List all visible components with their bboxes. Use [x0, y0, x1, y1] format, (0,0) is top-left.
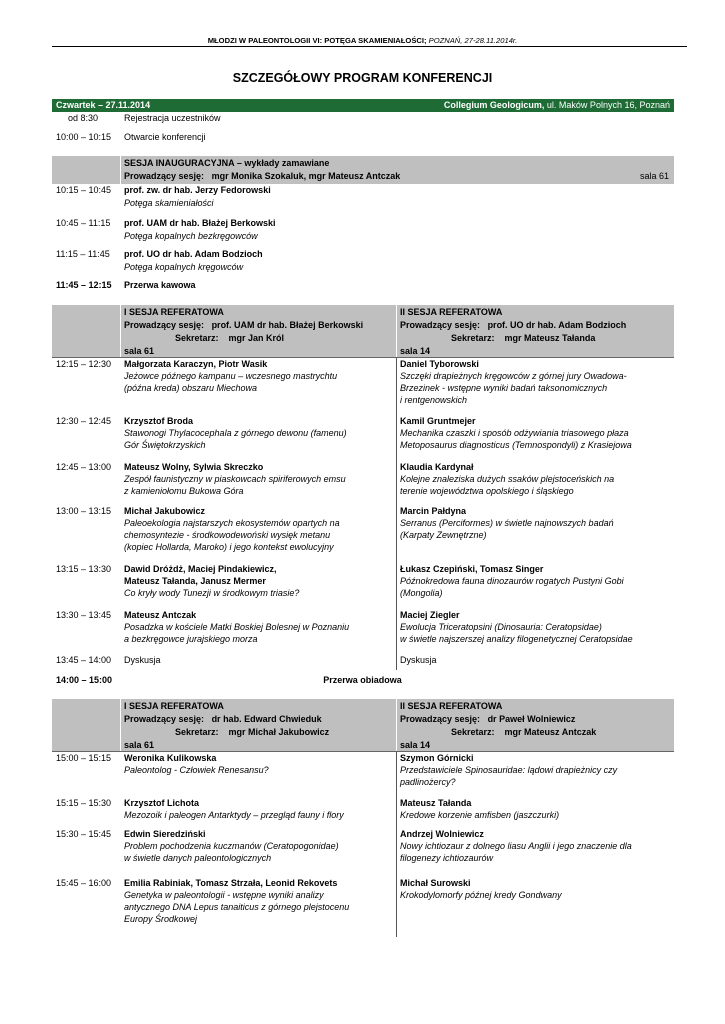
block1-left-talk-title: z kamieniołomu Bukowa Góra	[124, 486, 244, 496]
inaugural-talk-title-2: Potęga kopalnych bezkręgowców	[124, 231, 258, 241]
block2-left-room: sala 61	[124, 740, 155, 750]
block1-right-author: Daniel Tyborowski	[400, 359, 479, 369]
coffee-text: Przerwa kawowa	[124, 280, 196, 290]
block2-left-talk-title-line	[124, 840, 339, 852]
header-rule	[52, 46, 687, 47]
block1-right-talk-title-line	[400, 517, 614, 529]
block2-right-secretary-label: Sekretarz:	[451, 727, 495, 737]
block2-left-secretary-label: Sekretarz:	[175, 727, 219, 737]
block1-right-secretary-name: mgr Mateusz Tałanda	[504, 333, 596, 343]
block2-left-chairs-names: dr hab. Edward Chwieduk	[211, 714, 322, 724]
block2-right-secretary-name: mgr Mateusz Antczak	[504, 727, 597, 737]
block2-time: 15:00 – 15:15	[56, 753, 112, 763]
block1-time: 13:30 – 13:45	[56, 610, 112, 620]
block1-left-talk-title: (późna kreda) obszaru Miechowa	[124, 383, 258, 393]
running-header	[0, 36, 725, 45]
block1-right-talk-title: w świetle najszerszej analizy filogenetycznej Ceratopsidae	[400, 634, 633, 644]
block2-left-talk-title-line	[124, 889, 324, 901]
block1-left-talk-title: chemosyntezie - środkowodewoński wysięk metanu	[124, 530, 331, 540]
block1-right-talk-title: Serranus (Perciformes) w świetle najnowszych badań	[400, 518, 614, 528]
block1-left-talk-title-line	[124, 517, 340, 529]
block2-left-talk-title-line	[124, 764, 269, 776]
block1-right-talk-title: Kolejne znaleziska dużych ssaków plejstoceńskich na	[400, 474, 615, 484]
day-bar	[52, 99, 674, 112]
intro-time-1: od 8:30	[68, 113, 99, 123]
block1-left-author: Michał Jakubowicz	[124, 506, 206, 516]
block1-left-talk-title-line	[124, 382, 257, 394]
block1-left-author: Mateusz Tałanda, Janusz Mermer	[124, 576, 266, 586]
block1-right-secretary-label: Sekretarz:	[451, 333, 495, 343]
day-venue-address: ul. Maków Polnych 16, Poznań	[544, 100, 670, 110]
block1-left-author: Mateusz Wolny, Sylwia Skreczko	[124, 462, 264, 472]
block1-left-talk-title-line	[124, 439, 206, 451]
block2-time: 15:45 – 16:00	[56, 878, 112, 888]
block1-left-talk-title: a bezkręgowce jurajskiego morza	[124, 634, 258, 644]
block2-left-talk-title: Mezozoik i paleogen Antarktydy – przegląd fauny i flory	[124, 810, 344, 820]
block1-left-talk-title: (kopiec Hollarda, Maroko) i jego kontekst ewolucyjny	[124, 542, 334, 552]
block1-header-divider-left	[120, 305, 121, 357]
block1-left-talk-title-line	[124, 473, 346, 485]
block1-right-talk-title: Brzezinek - wstępne wyniki badań taksonomicznych	[400, 383, 608, 393]
block2-header-divider-left	[120, 699, 121, 751]
block1-left-secretary	[175, 332, 284, 344]
block1-left-talk-title-line	[124, 370, 337, 382]
day-venue	[444, 100, 670, 110]
block1-right-secretary	[451, 332, 595, 344]
block1-right-author: Łukasz Czepiński, Tomasz Singer	[400, 564, 544, 574]
block1-right-talk-title: Metoposaurus diagnosticus (Temnospondyli) z Krasiejowa	[400, 440, 632, 450]
block2-left-talk-title: antycznego DNA Lepus tanaiticus z górnego plejstocenu	[124, 902, 350, 912]
block1-left-author: Mateusz Antczak	[124, 610, 197, 620]
block1-left-talk-title-line	[124, 541, 334, 553]
block2-header-divider-mid	[396, 699, 397, 751]
block1-left-secretary-label: Sekretarz:	[175, 333, 219, 343]
block1-right-room: sala 14	[400, 346, 431, 356]
block2-right-talk-title: Kredowe korzenie amfisben (jaszczurki)	[400, 810, 560, 820]
block1-right-talk-title-line	[400, 382, 607, 394]
block2-left-talk-title-line	[124, 901, 349, 913]
block2-right-secretary	[451, 726, 596, 738]
block2-left-author: Emilia Rabiniak, Tomasz Strzała, Leonid Rekovets	[124, 878, 338, 888]
block1-right-chairs-label: Prowadzący sesję:	[400, 320, 481, 330]
block2-column-divider	[396, 751, 397, 937]
block2-left-talk-title: Problem pochodzenia kuczmanów (Ceratopogonidae)	[124, 841, 339, 851]
block1-left-talk-title-line	[124, 485, 244, 497]
running-header-title: MŁODZI W PALEONTOLOGII VI: POTĘGA SKAMIENIAŁOŚCI;	[207, 36, 427, 45]
block1-right-title: II SESJA REFERATOWA	[400, 307, 503, 317]
block2-right-chairs	[400, 713, 575, 725]
block1-time: 12:30 – 12:45	[56, 416, 112, 426]
block2-right-talk-title: padlinożercy?	[400, 777, 456, 787]
block2-left-secretary-name: mgr Michał Jakubowicz	[228, 727, 330, 737]
block1-right-talk-title-line	[400, 575, 624, 587]
block1-left-talk-title: Paleoekologia najstarszych ekosystemów opartych na	[124, 518, 340, 528]
block2-right-talk-title: Krokodylomorfy późnej kredy Gondwany	[400, 890, 562, 900]
block2-left-talk-title-line	[124, 913, 197, 925]
block2-left-author: Krzysztof Lichota	[124, 798, 200, 808]
lunch-time: 14:00 – 15:00	[56, 675, 113, 685]
running-header-place: POZNAŃ, 27-28.11.2014r.	[426, 36, 518, 45]
inaugural-chairs	[124, 170, 400, 182]
block1-left-talk-title-line	[124, 529, 330, 541]
block1-left-chairs-label: Prowadzący sesję:	[124, 320, 205, 330]
block2-left-chairs	[124, 713, 322, 725]
inaugural-room: sala 61	[639, 171, 669, 181]
block2-left-secretary	[175, 726, 329, 738]
block1-left-talk-title: Gór Świętokrzyskich	[124, 440, 206, 450]
intro-time-2: 10:00 – 10:15	[56, 132, 112, 142]
block2-right-talk-title-line	[400, 852, 493, 864]
block2-left-author: Weronika Kulikowska	[124, 753, 217, 763]
block1-time: 13:00 – 13:15	[56, 506, 112, 516]
block1-right-talk-title: Szczęki drapieżnych kręgowców z górnej jury Owadowa-	[400, 371, 627, 381]
block1-left-talk-title: Stawonogi Thylacocephala z górnego dewonu (famenu)	[124, 428, 347, 438]
block1-left-secretary-name: mgr Jan Król	[228, 333, 285, 343]
block1-header-divider-mid	[396, 305, 397, 357]
page-title: SZCZEGÓŁOWY PROGRAM KONFERENCJI	[232, 71, 493, 85]
block1-right-chairs	[400, 319, 626, 331]
block2-right-chairs-label: Prowadzący sesję:	[400, 714, 481, 724]
block2-right-talk-title-line	[400, 776, 456, 788]
block2-left-author: Edwin Sieredziński	[124, 829, 206, 839]
block1-right-author: Kamil Gruntmejer	[400, 416, 476, 426]
block1-left-room: sala 61	[124, 346, 155, 356]
block2-right-author: Szymon Górnicki	[400, 753, 474, 763]
block1-right-talk-title-line	[400, 394, 467, 406]
block2-right-room: sala 14	[400, 740, 431, 750]
block2-right-talk-title-line	[400, 764, 617, 776]
block1-right-talk-title: (Mongolia)	[400, 588, 443, 598]
block1-left-talk-title: Posadzka w kościele Matki Boskiej Bolesnej w Poznaniu	[124, 622, 350, 632]
block1-left-author: Małgorzata Karaczyn, Piotr Wasik	[124, 359, 268, 369]
block1-left-author: Dawid Dróżdż, Maciej Pindakiewicz,	[124, 564, 277, 574]
block1-right-talk-title-line	[400, 587, 443, 599]
block1-left-title: I SESJA REFERATOWA	[124, 307, 224, 317]
block2-left-chairs-label: Prowadzący sesję:	[124, 714, 205, 724]
block1-right-author: Maciej Ziegler	[400, 610, 460, 620]
block2-right-author: Andrzej Wolniewicz	[400, 829, 484, 839]
block2-right-author: Mateusz Tałanda	[400, 798, 472, 808]
block1-left-talk-title-line	[124, 427, 347, 439]
block2-right-chairs-names: dr Paweł Wolniewicz	[487, 714, 576, 724]
block2-right-talk-title-line	[400, 840, 632, 852]
block1-left-plain: Dyskusja	[124, 655, 161, 665]
block1-right-talk-title-line	[400, 485, 574, 497]
intro-text-2: Otwarcie konferencji	[124, 132, 206, 142]
block1-right-talk-title-line	[400, 473, 614, 485]
inaugural-talk-title-3: Potęga kopalnych kręgowców	[124, 262, 244, 272]
block2-left-talk-title-line	[124, 852, 271, 864]
block1-left-talk-title: Co kryły wody Tunezji w środkowym triasie?	[124, 588, 300, 598]
block2-right-talk-title: Przedstawiciele Spinosauridae: lądowi drapieżnicy czy	[400, 765, 618, 775]
block2-right-talk-title: Nowy ichtiozaur z dolnego liasu Anglii i jego znaczenie dla	[400, 841, 632, 851]
block1-right-talk-title: Mechanika czaszki i sposób odżywiania triasowego płaza	[400, 428, 629, 438]
inaugural-time-2: 10:45 – 11:15	[56, 218, 111, 228]
block2-right-talk-title-line	[400, 889, 562, 901]
block1-time: 12:45 – 13:00	[56, 462, 112, 472]
intro-text-1: Rejestracja uczestników	[124, 113, 221, 123]
block1-right-talk-title-line	[400, 633, 633, 645]
block2-time: 15:15 – 15:30	[56, 798, 112, 808]
block1-left-chairs	[124, 319, 363, 331]
block1-right-author: Marcin Pałdyna	[400, 506, 467, 516]
block2-right-talk-title: filogenezy ichtiozaurów	[400, 853, 494, 863]
block1-right-author: Klaudia Kardynał	[400, 462, 474, 472]
block2-right-talk-title-line	[400, 809, 559, 821]
block1-column-divider	[396, 357, 397, 670]
block1-right-talk-title: Ewolucja Triceratopsini (Dinosauria: Ceratopsidae)	[400, 622, 602, 632]
inaugural-time-1: 10:15 – 10:45	[56, 185, 112, 195]
block1-right-talk-title: i rentgenowskich	[400, 395, 468, 405]
inaugural-chairs-names: mgr Monika Szokaluk, mgr Mateusz Antczak	[211, 171, 401, 181]
inaugural-author-3: prof. UO dr hab. Adam Bodzioch	[124, 249, 263, 259]
block1-right-talk-title-line	[400, 427, 629, 439]
block1-left-talk-title-line	[124, 587, 299, 599]
block1-left-talk-title-line	[124, 633, 258, 645]
inaugural-title: SESJA INAUGURACYJNA – wykłady zamawiane	[124, 158, 330, 168]
block2-time: 15:30 – 15:45	[56, 829, 112, 839]
block1-time: 12:15 – 12:30	[56, 359, 112, 369]
block1-left-chairs-names: prof. UAM dr hab. Błażej Berkowski	[211, 320, 364, 330]
block2-left-title: I SESJA REFERATOWA	[124, 701, 224, 711]
inaugural-divider	[120, 156, 121, 184]
block1-right-talk-title-line	[400, 370, 627, 382]
block1-right-talk-title-line	[400, 439, 632, 451]
block2-left-talk-title: Europy Środkowej	[124, 914, 198, 924]
block2-right-author: Michał Surowski	[400, 878, 471, 888]
block1-left-talk-title-line	[124, 621, 349, 633]
block2-right-title: II SESJA REFERATOWA	[400, 701, 503, 711]
inaugural-time-3: 11:15 – 11:45	[56, 249, 110, 259]
block2-left-talk-title-line	[124, 809, 344, 821]
block1-time: 13:15 – 13:30	[56, 564, 112, 574]
inaugural-talk-title-1: Potęga skamieniałości	[124, 198, 214, 208]
inaugural-chairs-label: Prowadzący sesję:	[124, 171, 205, 181]
block1-time: 13:45 – 14:00	[56, 655, 112, 665]
block1-right-chairs-names: prof. UO dr hab. Adam Bodzioch	[487, 320, 627, 330]
block1-right-plain: Dyskusja	[400, 655, 437, 665]
block2-left-talk-title: Paleontolog - Człowiek Renesansu?	[124, 765, 269, 775]
block1-right-talk-title: (Karpaty Zewnętrzne)	[400, 530, 487, 540]
inaugural-author-1: prof. zw. dr hab. Jerzy Fedorowski	[124, 185, 271, 195]
inaugural-author-2: prof. UAM dr hab. Błażej Berkowski	[124, 218, 276, 228]
lunch-text: Przerwa obiadowa	[323, 675, 402, 685]
day-label: Czwartek – 27.11.2014	[56, 100, 151, 110]
block1-right-talk-title-line	[400, 529, 487, 541]
day-venue-name: Collegium Geologicum,	[443, 100, 545, 110]
coffee-time: 11:45 – 12:15	[56, 280, 112, 290]
block2-left-talk-title: Genetyka w paleontologii - wstępne wyniki analizy	[124, 890, 324, 900]
block1-right-talk-title-line	[400, 621, 602, 633]
block2-left-talk-title: w świetle danych paleontologicznych	[124, 853, 272, 863]
block1-left-talk-title: Jeżowce późnego kampanu – wczesnego mastrychtu	[124, 371, 338, 381]
block1-left-author: Krzysztof Broda	[124, 416, 194, 426]
block1-left-talk-title: Zespół faunistyczny w piaskowcach spiriferowych emsu	[124, 474, 346, 484]
block1-right-talk-title: Późnokredowa fauna dinozaurów rogatych Pustyni Gobi	[400, 576, 624, 586]
block1-right-talk-title: terenie województwa opolskiego i śląskiego	[400, 486, 574, 496]
